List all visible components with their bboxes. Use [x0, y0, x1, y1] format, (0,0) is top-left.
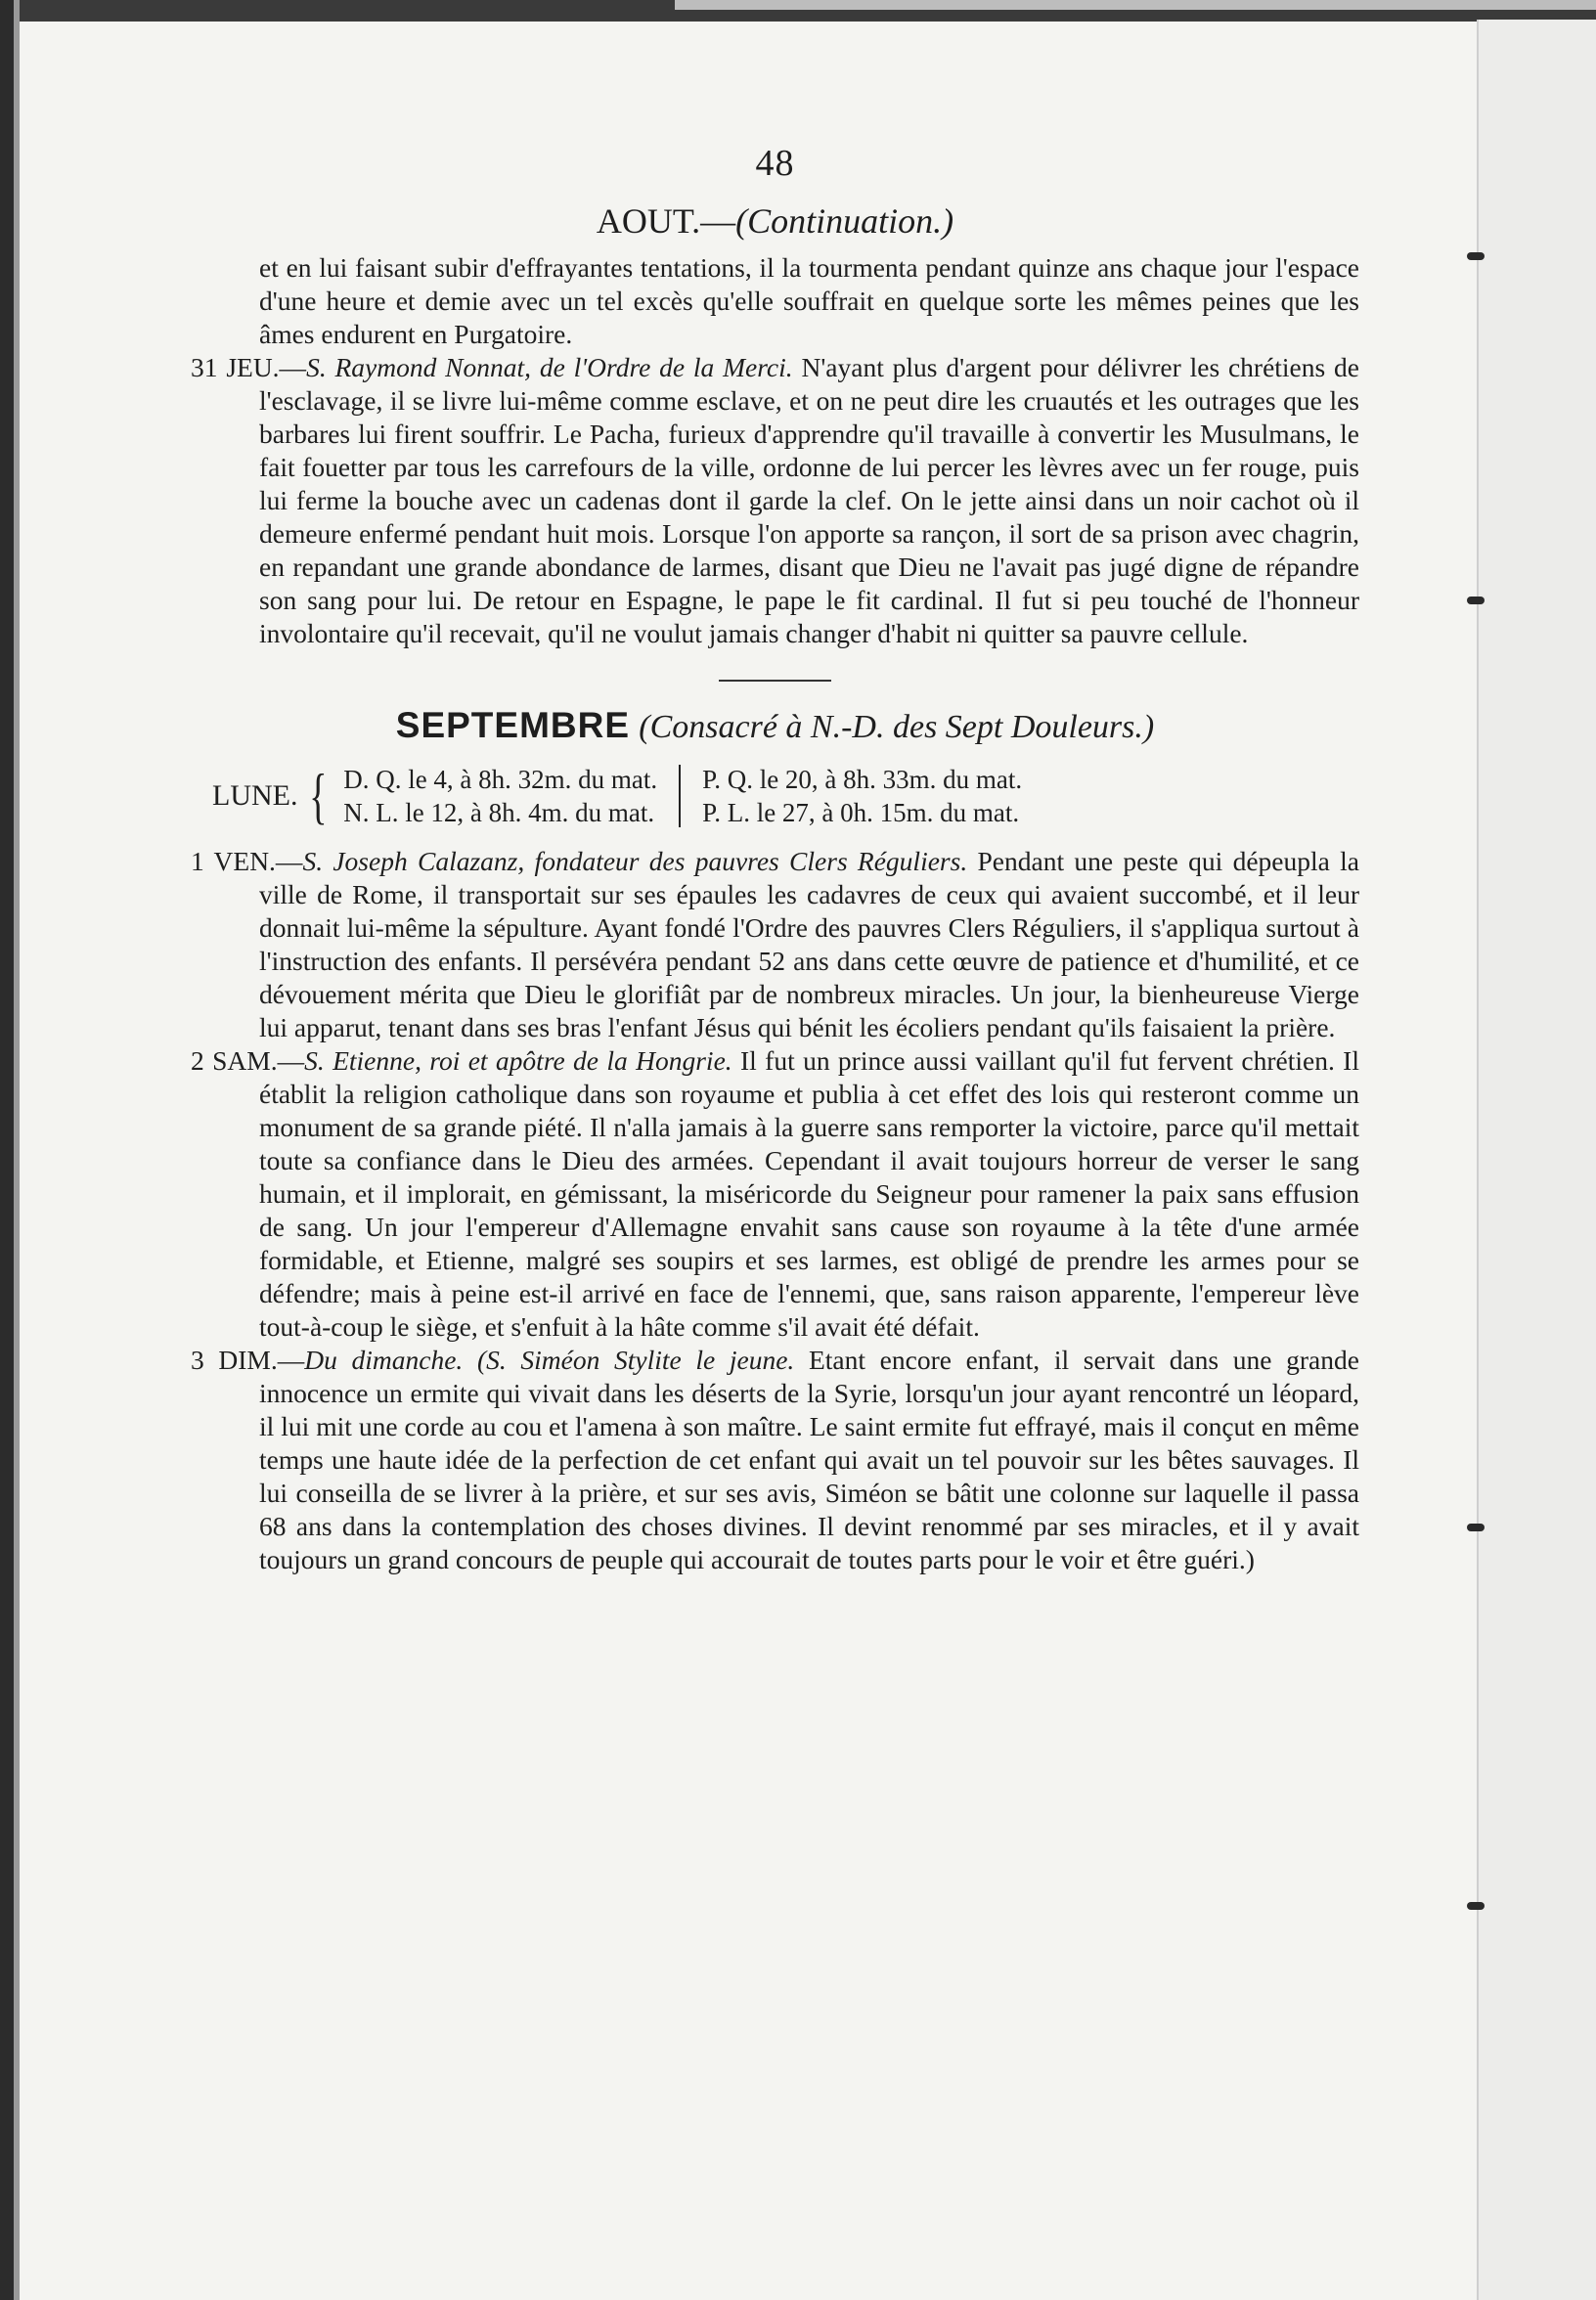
month-name: SEPTEMBRE [395, 705, 631, 745]
binding-mark [1467, 1524, 1485, 1531]
day-label: 1 VEN.— [191, 846, 303, 876]
saint-name: S. Etienne, roi et apôtre de la Hongrie. [304, 1045, 732, 1076]
day-label: 2 SAM.— [191, 1045, 305, 1076]
entry-text: Pendant une peste qui dépeupla la ville de Rome, il transportait sur ses épaules les cadavres de ceux qui avaient succombé, et il leur donnait lui-même la sépulture. Ayant fondé l'Ordre des pauvres Clers Réguliers, il s'appliqua surtout à l'instruction des enfants. Il persévéra pendant 52 ans dans cette œuvre de patience et d'humilité, et ce dévouement mérita que Dieu le glorifiât par de nombreux miracles. Un jour, la bienheureuse Vierge lui apparut, tenant dans ses bras l'enfant Jésus qui bénit les écoliers pendant qu'ils faisaient la prière. [259, 846, 1359, 1042]
moon-phases-right [702, 763, 1022, 829]
binding-mark [1467, 252, 1485, 260]
sept-entry [191, 845, 1359, 1044]
scan-left-edge [0, 0, 14, 2300]
moon-phase: D. Q. le 4, à 8h. 32m. du mat. [343, 765, 658, 794]
moon-phase: N. L. le 12, à 8h. 4m. du mat. [343, 798, 655, 827]
section-rule [719, 680, 831, 682]
entry-text: et en lui faisant subir d'effrayantes tentations, il la tourmenta pendant quinze ans chaque jour l'espace d'une heure et demie avec un tel excès qu'elle souffrait en quelque sorte les mêmes peines que les âmes endurent en Purgatoire. [259, 252, 1359, 349]
aout-entry [191, 351, 1359, 650]
moon-phase: P. L. le 27, à 0h. 15m. du mat. [702, 798, 1020, 827]
moon-phase: P. Q. le 20, à 8h. 33m. du mat. [702, 765, 1023, 794]
page-number: 48 [755, 143, 795, 184]
sept-entry [191, 1344, 1359, 1576]
saint-name: S. Joseph Calazanz, fondateur des pauvres Clers Réguliers. [302, 846, 968, 876]
aout-entry [191, 251, 1359, 351]
running-head-subtitle: (Continuation.) [735, 201, 954, 241]
moon-phases-left [343, 763, 657, 829]
running-head-title: AOUT.— [596, 201, 736, 241]
scan-top-edge-light [675, 0, 1596, 10]
running-head [191, 200, 1359, 242]
sept-entry [191, 1044, 1359, 1344]
saint-name: Du dimanche. (S. Siméon Stylite le jeune. [304, 1345, 795, 1375]
page-content [191, 142, 1359, 1576]
brace-glyph: { [309, 761, 329, 830]
facing-page-margin [1479, 20, 1596, 2300]
entry-text: Etant encore enfant, il servait dans une grande innocence un ermite qui vivait dans les déserts de la Syrie, lorsqu'un jour ayant rencontré un léopard, il lui mit une corde au cou et l'amena à son maître. Le saint ermite fut effrayé, mais il conçut en même temps une haute idée de la perfection de cet enfant qui avait un tel pouvoir sur les bêtes sauvages. Il lui conseilla de se livrer à la prière, et sur ses avis, Siméon se bâtit une colonne sur laquelle il passa 68 ans dans la contemplation des choses divines. Il devint renommé par ses miracles, et il y avait toujours un grand concours de peuple qui accourait de toutes parts pour le voir et être guéri.) [259, 1345, 1359, 1574]
moon-separator [679, 765, 681, 827]
binding-mark [1467, 1902, 1485, 1910]
entry-text: Il fut un prince aussi vaillant qu'il fut fervent chrétien. Il établit la religion catholique dans son royaume et publia à cet effet des lois qui resteront comme un monument de sa grande piété. Il n'alla jamais à la guerre sans remporter la victoire, parce qu'il mettait toute sa confiance dans le Dieu des armées. Cependant il avait toujours horreur de verser le sang humain, et il implorait, en gémissant, la miséricorde du Seigneur pour ramener la paix sans effusion de sang. Un jour l'empereur d'Allemagne envahit sans cause son royaume à la tête d'une armée formidable, et Etienne, malgré ses soupirs et ses larmes, est obligé de prendre les armes pour se défendre; mais à peine est-il arrivé en face de l'ennemi, que, sans raison apparente, l'empereur lève tout-à-coup le siège, et s'enfuit à la hâte comme s'il avait été défait. [259, 1045, 1359, 1342]
moon-label: LUNE. [212, 779, 298, 812]
month-dedication: (Consacré à N.-D. des Sept Douleurs.) [639, 709, 1155, 745]
day-label: 3 DIM.— [191, 1345, 305, 1375]
month-title [191, 705, 1359, 747]
scan-left-edge-shadow [14, 0, 20, 2300]
moon-phases [212, 763, 1359, 829]
binding-mark [1467, 597, 1485, 604]
entry-text: N'ayant plus d'argent pour délivrer les chrétiens de l'esclavage, il se livre lui-même comme esclave, et on ne peut dire les cruautés et les outrages que les barbares lui firent souffrir. Le Pacha, furieux d'apprendre qu'il travaille à convertir les Musulmans, le fait fouetter par tous les carrefours de la ville, ordonne de lui percer les lèvres avec un fer rouge, puis lui ferme la bouche avec un cadenas dont il garde la clef. On le jette ainsi dans un noir cachot où il demeure enfermé pendant huit mois. Lorsque l'on apporte sa rançon, il sort de sa prison avec chagrin, en repandant une grande abondance de larmes, disant que Dieu ne l'avait pas jugé digne de répandre son sang pour lui. De retour en Espagne, le pape le fit cardinal. Il fut si peu touché de l'honneur involontaire qu'il recevait, qu'il ne voulut jamais changer d'habit ni quitter sa pauvre cellule. [259, 352, 1359, 648]
day-label: 31 JEU.— [191, 352, 307, 382]
saint-name: S. Raymond Nonnat, de l'Ordre de la Merci. [306, 352, 793, 382]
